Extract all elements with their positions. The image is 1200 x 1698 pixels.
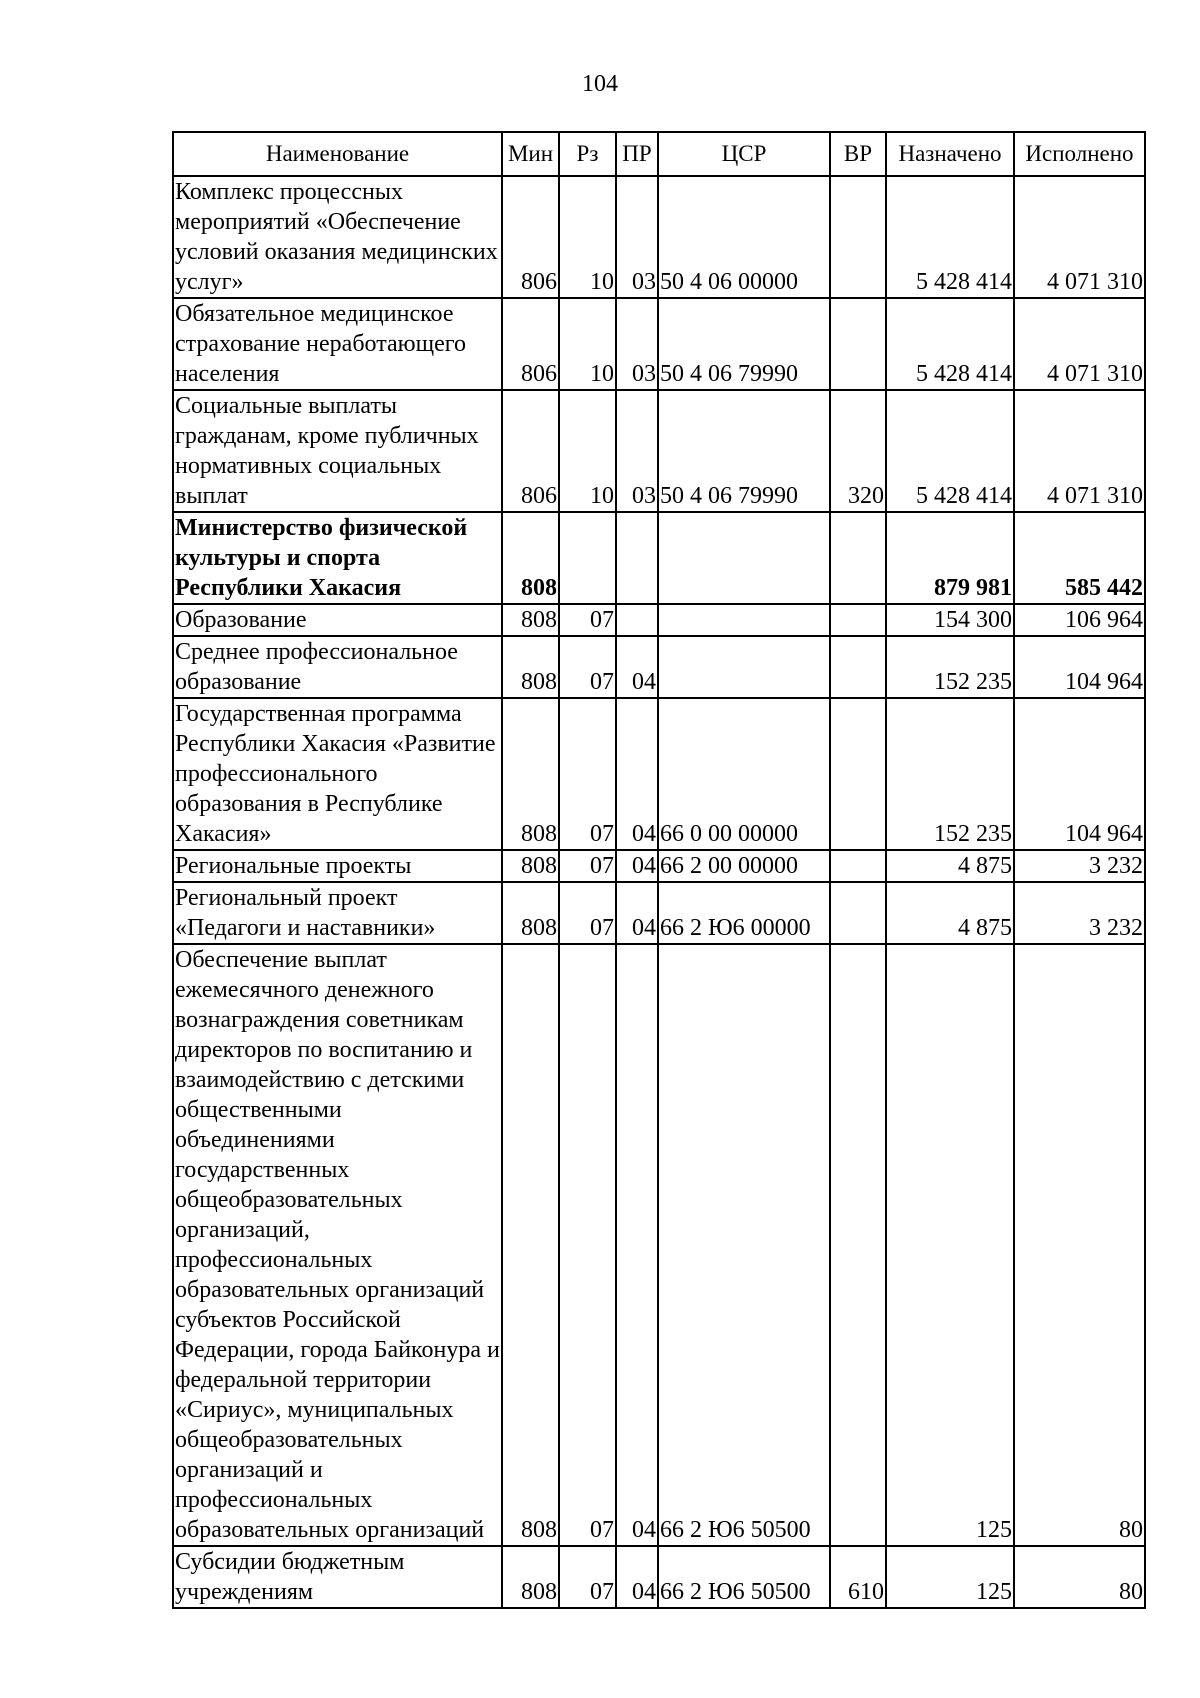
row-pr: 03 (616, 176, 658, 298)
row-assigned: 125 (886, 944, 1014, 1546)
header-min: Мин (502, 132, 559, 176)
row-vr (830, 512, 886, 604)
row-pr: 04 (616, 636, 658, 698)
row-min: 806 (502, 298, 559, 390)
row-csr (658, 636, 830, 698)
row-name: Обеспечение выплат ежемесячного денежного вознаграждения советникам директоров по воспитанию и взаимодействию с детскими общественными объединениями государственных общеобразовательных организаций, профессиональных образовательных организаций субъектов Российской Федерации, города Байконура и федеральной территории «Сириус», муниципальных общеобразовательных организаций и профессиональных образовательных организаций (173, 944, 502, 1546)
budget-table (172, 131, 1146, 1609)
page-number: 104 (582, 71, 618, 97)
row-rz (559, 512, 616, 604)
row-assigned: 5 428 414 (886, 298, 1014, 390)
header-name: Наименование (173, 132, 502, 176)
table-row (173, 850, 1145, 882)
row-assigned: 125 (886, 1546, 1014, 1608)
row-executed: 585 442 (1014, 512, 1145, 604)
row-pr: 04 (616, 698, 658, 850)
row-csr: 66 2 Ю6 00000 (658, 882, 830, 944)
row-min: 808 (502, 1546, 559, 1608)
row-csr: 66 2 Ю6 50500 (658, 1546, 830, 1608)
row-vr (830, 298, 886, 390)
header-rz: Рз (559, 132, 616, 176)
row-vr (830, 882, 886, 944)
row-pr: 03 (616, 298, 658, 390)
row-min: 808 (502, 882, 559, 944)
table-row (173, 882, 1145, 944)
row-pr: 04 (616, 850, 658, 882)
row-csr: 66 0 00 00000 (658, 698, 830, 850)
row-rz: 10 (559, 176, 616, 298)
row-name: Среднее профессиональное образование (173, 636, 502, 698)
row-assigned: 154 300 (886, 604, 1014, 636)
row-rz: 10 (559, 298, 616, 390)
row-pr (616, 512, 658, 604)
table-row (173, 604, 1145, 636)
row-executed: 80 (1014, 944, 1145, 1546)
row-executed: 104 964 (1014, 636, 1145, 698)
row-rz: 07 (559, 850, 616, 882)
row-min: 806 (502, 390, 559, 512)
row-assigned: 4 875 (886, 850, 1014, 882)
row-name: Министерство физической культуры и спорта Республики Хакасия (173, 512, 502, 604)
header-executed: Исполнено (1014, 132, 1145, 176)
row-executed: 4 071 310 (1014, 390, 1145, 512)
table-row (173, 1546, 1145, 1608)
row-executed: 106 964 (1014, 604, 1145, 636)
row-assigned: 152 235 (886, 636, 1014, 698)
table-row (173, 390, 1145, 512)
table-row (173, 636, 1145, 698)
row-assigned: 5 428 414 (886, 390, 1014, 512)
row-name: Региональные проекты (173, 850, 502, 882)
header-vr: ВР (830, 132, 886, 176)
row-executed: 3 232 (1014, 850, 1145, 882)
row-csr (658, 604, 830, 636)
row-name: Комплекс процессных мероприятий «Обеспечение условий оказания медицинских услуг» (173, 176, 502, 298)
row-rz: 07 (559, 604, 616, 636)
row-csr (658, 512, 830, 604)
row-rz: 07 (559, 944, 616, 1546)
table-row (173, 698, 1145, 850)
row-rz: 07 (559, 882, 616, 944)
row-vr (830, 698, 886, 850)
row-rz: 07 (559, 698, 616, 850)
row-name: Государственная программа Республики Хакасия «Развитие профессионального образования в Республике Хакасия» (173, 698, 502, 850)
row-vr (830, 604, 886, 636)
row-pr: 04 (616, 882, 658, 944)
row-name: Образование (173, 604, 502, 636)
row-executed: 4 071 310 (1014, 298, 1145, 390)
row-pr: 04 (616, 1546, 658, 1608)
row-csr: 66 2 00 00000 (658, 850, 830, 882)
header-assigned: Назначено (886, 132, 1014, 176)
row-vr: 320 (830, 390, 886, 512)
row-name: Обязательное медицинское страхование неработающего населения (173, 298, 502, 390)
row-vr (830, 944, 886, 1546)
row-vr (830, 176, 886, 298)
row-assigned: 5 428 414 (886, 176, 1014, 298)
row-min: 808 (502, 698, 559, 850)
row-vr (830, 636, 886, 698)
row-min: 808 (502, 512, 559, 604)
table-header-row (173, 132, 1145, 176)
row-pr: 03 (616, 390, 658, 512)
row-csr: 50 4 06 79990 (658, 298, 830, 390)
table-row (173, 176, 1145, 298)
header-pr: ПР (616, 132, 658, 176)
row-name: Региональный проект «Педагоги и наставники» (173, 882, 502, 944)
row-csr: 66 2 Ю6 50500 (658, 944, 830, 1546)
row-vr (830, 850, 886, 882)
row-min: 808 (502, 944, 559, 1546)
row-name: Социальные выплаты гражданам, кроме публичных нормативных социальных выплат (173, 390, 502, 512)
row-name: Субсидии бюджетным учреждениям (173, 1546, 502, 1608)
row-rz: 07 (559, 1546, 616, 1608)
row-executed: 3 232 (1014, 882, 1145, 944)
row-assigned: 4 875 (886, 882, 1014, 944)
row-csr: 50 4 06 79990 (658, 390, 830, 512)
row-min: 806 (502, 176, 559, 298)
table-row (173, 944, 1145, 1546)
row-pr: 04 (616, 944, 658, 1546)
header-csr: ЦСР (658, 132, 830, 176)
row-pr (616, 604, 658, 636)
row-assigned: 152 235 (886, 698, 1014, 850)
row-executed: 104 964 (1014, 698, 1145, 850)
row-rz: 10 (559, 390, 616, 512)
row-min: 808 (502, 636, 559, 698)
row-executed: 4 071 310 (1014, 176, 1145, 298)
row-min: 808 (502, 604, 559, 636)
row-executed: 80 (1014, 1546, 1145, 1608)
row-rz: 07 (559, 636, 616, 698)
table-row (173, 298, 1145, 390)
row-min: 808 (502, 850, 559, 882)
row-csr: 50 4 06 00000 (658, 176, 830, 298)
table-row-ministry (173, 512, 1145, 604)
row-vr: 610 (830, 1546, 886, 1608)
row-assigned: 879 981 (886, 512, 1014, 604)
